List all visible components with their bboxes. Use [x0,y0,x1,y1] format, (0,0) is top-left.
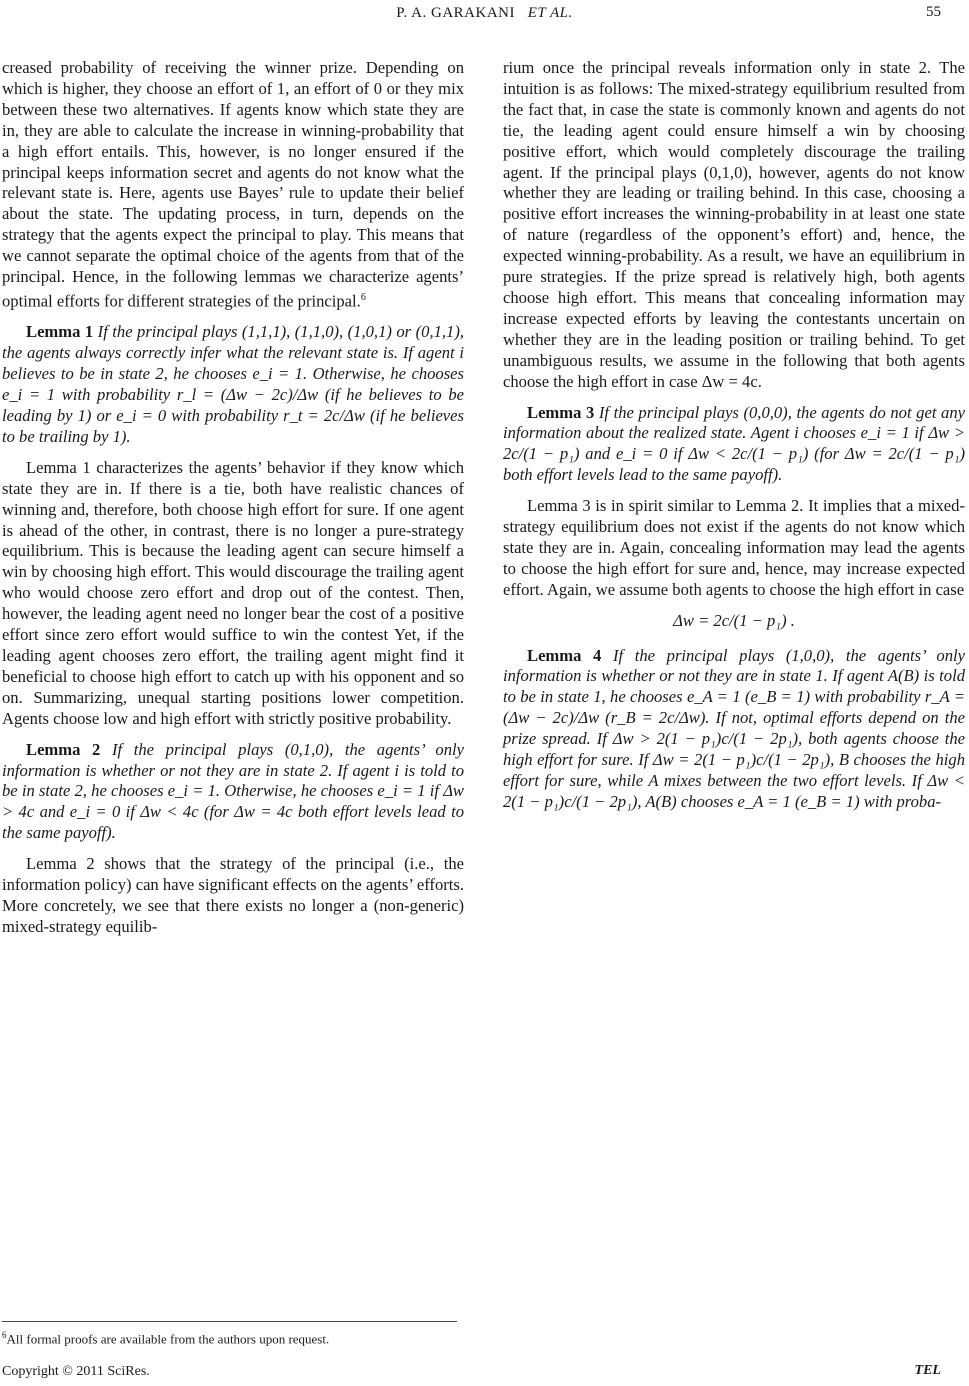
lemma-title: Lemma 4 [527,645,602,665]
page-number: 55 [926,4,941,20]
copyright-text: Copyright © 2011 SciRes. [2,1364,150,1379]
lemma-3 [503,403,965,487]
lemma-4 [503,646,965,813]
right-column [503,58,965,823]
lemma-text: If the principal plays (0,1,0), the agents’ only information is whether or not they are in state 2. If agent i is told to be in state 2, he chooses e_i = 1. Otherwise, he chooses e_i = 1 if Δw > 4c and e_i = 0 if Δw < 4c (for Δw = 4c both effort levels lead to the same payoff). [2,739,465,843]
lemma-text: If the principal plays (0,0,0), the agents do not get any information about the realized state. Agent i chooses e_i = 1 if Δw > 2c/(1 − p₁) and e_i = 0 if Δw < 2c/(1 − p₁) (for Δw = 2c/(1 − p₁) both effort levels lead to the same payoff). [503,402,965,485]
lemma-title: Lemma 3 [527,402,595,422]
footnote-marker: 6 [2,1330,7,1340]
footnote-marker: 6 [360,291,366,303]
page-header [0,0,969,30]
running-head [0,5,969,22]
et-al-text: ET AL. [527,5,573,21]
footnote-divider [2,1321,457,1322]
lemma-text: If the principal plays (1,1,1), (1,1,0), (1,0,1) or (0,1,1), the agents always correctly infer what the relevant state is. If agent i believes to be in state 2, he chooses e_i = 1. Otherwise, he chooses e_i = 1 with probability r_l = (Δw − 2c)/Δw (if he believes to be leading by 1) or e_i = 0 with probability r_t = 2c/Δw (if he believes to be trailing by 1). [2,322,465,446]
paragraph: Lemma 3 is in spirit similar to Lemma 2. It implies that a mixed-strategy equilibrium does not exist if the agents do not know which state they are in. Again, concealing information may lead the agents to choose the high effort for sure and, hence, may increase expected effort. Again, we assume both agents to choose the high effort in case [503,496,965,599]
lemma-text: If the principal plays (1,0,0), the agents’ only information is whether or not they are in state 1. If agent A(B) is told to be in state 1, he chooses e_A = 1 (e_B = 1) with probability r_A = (Δw − 2c)/Δw (r_B = 2c/Δw). If not, optimal efforts depend on the prize spread. If Δw > 2(1 − p₁)c/(1 − 2p₁), both agents choose the high effort for sure. If Δw = 2(1 − p₁)c/(1 − 2p₁), B chooses the high effort for sure, while A mixes between the two effort levels. If Δw < 2(1 − p₁)c/(1 − 2p₁), A(B) chooses e_A = 1 (e_B = 1) with proba- [503,645,966,811]
paragraph: Lemma 2 shows that the strategy of the principal (i.e., the information policy) can have significant effects on the agents’ efforts. More concretely, we see that there exists no longer a (non-generic) mixed-strategy equilib- [2,854,464,936]
lemma-2 [2,740,464,845]
footnote-text: All formal proofs are available from the authors upon request. [6,1331,330,1347]
journal-abbrev: TEL [914,1363,941,1378]
display-equation: Δw = 2c/(1 − p₁) . [673,610,795,630]
paragraph: rium once the principal reveals information only in state 2. The intuition is as follows: The mixed-strategy equilibrium resulted from the fact that, in case the state is commonly known and agents do not tie, the leading agent could ensure himself a win by choosing positive effort, which would completely discourage the trailing agent. If the principal plays (0,1,0), however, agents do not know whether they are leading or trailing behind. In this case, choosing a positive effort increases the winning-probability in at least one state of nature (regardless of the opponent’s effort) and, hence, the expected winning-probability. As a result, we have an equilibrium in pure strategies. If the prize spread is relatively high, both agents choose high effort. This means that concealing information may increase expected efforts by leaving the contestants uncertain on whether they are in the leading position or trailing behind. To get unambiguous results, we assume in the following that both agents choose the high effort in case Δw = 4c. [503,58,965,391]
lemma-title: Lemma 2 [26,739,101,759]
paragraph-text: creased probability of receiving the winner prize. Depending on which is higher, they choose an effort of 1, an effort of 0 or they mix between these two alternatives. If agents know which state they are in, they are able to calculate the increase in winning-probability that a high effort entails. This, however, is no longer ensured if the principal keeps information secret and agents do not know what the relevant state is. Here, agents use Bayes’ rule to update their belief about the state. The updating process, in turn, depends on the strategy that the agents expect the principal to play. This means that we cannot separate the optimal choice of the agents from that of the principal. Hence, in the following lemmas we characterize agents’ optimal efforts for different strategies of the principal. [2,58,464,311]
paragraph [2,58,464,312]
authors-text: P. A. GARAKANI [396,5,515,21]
left-column [2,58,464,948]
lemma-1 [2,322,464,447]
paragraph: Lemma 1 characterizes the agents’ behavior if they know which state they are in. If there is a tie, both have realistic chances of winning and, therefore, both choose high effort for sure. If one agent is ahead of the other, in contrast, there is no longer a pure-strategy equilibrium. This is because the leading agent can secure himself a win by choosing high effort. This would discourage the trailing agent who would choose zero effort and drop out of the contest. Then, however, the leading agent need no longer bear the cost of a positive effort since zero effort would suffice to win the contest Yet, if the leading agent chooses zero effort, the trailing agent might find it beneficial to choose high effort to catch up with his opponent and so on. Summarizing, unequal starting positions lower competition. Agents choose low and high effort with strictly positive probability. [2,457,464,728]
lemma-title: Lemma 1 [26,322,94,342]
footnote [2,1330,329,1347]
